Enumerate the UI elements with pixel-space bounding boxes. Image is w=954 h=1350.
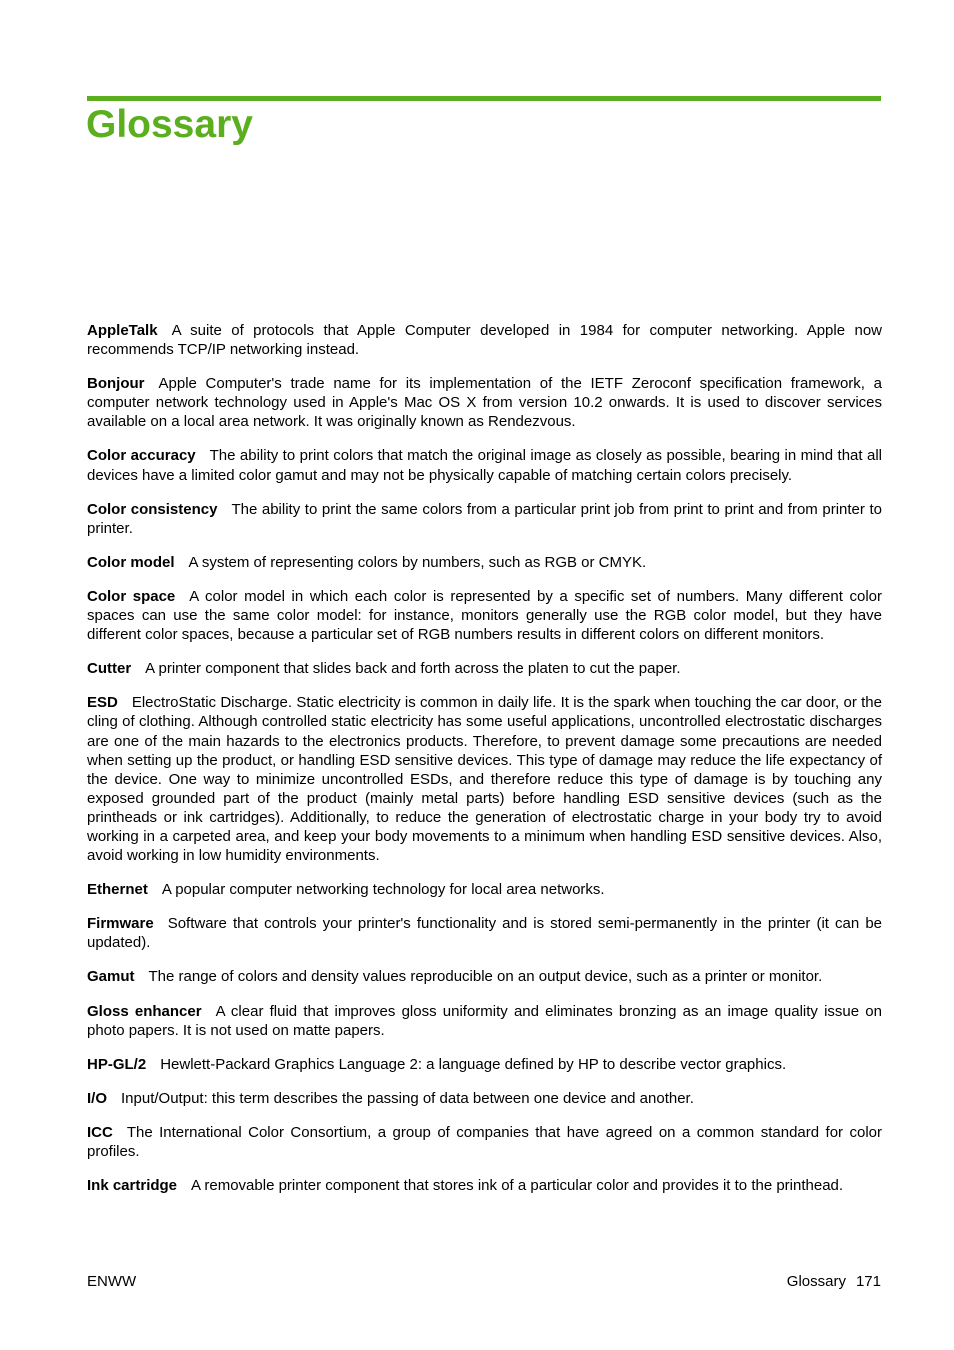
glossary-definition: Hewlett-Packard Graphics Language 2: a language defined by HP to describe vector graphics. bbox=[160, 1055, 787, 1073]
glossary-entry-color-consistency bbox=[87, 500, 882, 538]
page-number: 171 bbox=[855, 1273, 881, 1290]
glossary-term: I/O bbox=[87, 1089, 108, 1107]
glossary-entry-icc bbox=[87, 1123, 882, 1161]
glossary-entry-firmware bbox=[87, 914, 882, 952]
glossary-definition: A popular computer networking technology for local area networks. bbox=[161, 881, 605, 899]
glossary-entry-color-space bbox=[87, 587, 882, 644]
glossary-term: ICC bbox=[87, 1123, 113, 1141]
glossary-term: Gamut bbox=[87, 968, 135, 986]
glossary-term: Color accuracy bbox=[87, 447, 196, 465]
glossary-term: Color model bbox=[87, 553, 175, 571]
glossary-definition: The ability to print the same colors from a particular print job from print to print and from printer to printer. bbox=[87, 500, 882, 537]
glossary-definition: A color model in which each color is represented by a specific set of numbers. Many different color spaces can use the same color model: for instance, monitors generally use the RGB color model, but they have different color spaces, because a particular set of RGB numbers results in different colors on different monitors. bbox=[87, 587, 882, 644]
footer-page-label bbox=[787, 1272, 881, 1291]
glossary-definition: A printer component that slides back and forth across the platen to cut the paper. bbox=[145, 660, 681, 678]
glossary-term: Ethernet bbox=[87, 881, 148, 899]
glossary-term: Firmware bbox=[87, 915, 154, 933]
page-title: Glossary bbox=[86, 103, 253, 146]
glossary-term: Gloss enhancer bbox=[87, 1002, 202, 1020]
glossary-definition: A clear fluid that improves gloss uniformity and eliminates bronzing as an image quality issue on photo papers. It is not used on matte papers. bbox=[87, 1002, 882, 1039]
glossary-term: Color consistency bbox=[87, 500, 218, 518]
glossary-definition: Input/Output: this term describes the passing of data between one device and another. bbox=[121, 1089, 694, 1107]
glossary-definition: Software that controls your printer's functionality and is stored semi-permanently in the printer (it can be updated). bbox=[87, 915, 882, 952]
glossary-entry-color-accuracy bbox=[87, 446, 882, 484]
glossary-entry-gloss-enhancer bbox=[87, 1002, 882, 1040]
glossary-definition: A system of representing colors by numbers, such as RGB or CMYK. bbox=[188, 553, 647, 571]
glossary-entry-color-model bbox=[87, 553, 882, 572]
glossary-definition: ElectroStatic Discharge. Static electricity is common in daily life. It is the spark when touching the car door, or the cling of clothing. Although controlled static electricity has some useful applications, uncontrolled electrostatic discharges are one of the main hazards to the electronics products. Therefore, to prevent damage some precautions are needed when setting up the product, or handling ESD sensitive devices. This type of damage may reduce the life expectancy of the device. One way to minimize uncontrolled ESDs, and therefore reduce this type of damage is by touching any exposed grounded part of the product (mainly metal parts) before handling ESD sensitive devices (such as the printheads or ink cartridges). Additionally, to reduce the generation of electrostatic charge in your body try to avoid working in a carpeted area, and keep your body movements to a minimum when handling ESD sensitive devices. Also, avoid working in low humidity environments. bbox=[87, 694, 882, 865]
glossary-term: HP-GL/2 bbox=[87, 1055, 147, 1073]
glossary-entry-ink-cartridge bbox=[87, 1176, 882, 1195]
footer-publication-code: ENWW bbox=[87, 1273, 137, 1290]
glossary-term: ESD bbox=[87, 694, 118, 712]
glossary-definition: The International Color Consortium, a group of companies that have agreed on a common standard for color profiles. bbox=[87, 1123, 882, 1160]
glossary-entry-bonjour bbox=[87, 374, 882, 431]
glossary-definition: The ability to print colors that match the original image as closely as possible, bearing in mind that all devices have a limited color gamut and may not be physically capable of matching certain colors precisely. bbox=[87, 447, 882, 484]
glossary-term: Ink cartridge bbox=[87, 1177, 178, 1195]
glossary-entry-io bbox=[87, 1089, 882, 1108]
glossary-definition: The range of colors and density values reproducible on an output device, such as a printer or monitor. bbox=[148, 968, 823, 986]
glossary-definition: A suite of protocols that Apple Computer developed in 1984 for computer networking. Apple now recommends TCP/IP networking instead. bbox=[87, 322, 882, 359]
glossary-term: Cutter bbox=[87, 660, 132, 678]
footer-section-name: Glossary bbox=[786, 1273, 846, 1290]
glossary-list bbox=[87, 321, 882, 1210]
glossary-term: AppleTalk bbox=[87, 322, 158, 339]
glossary-entry-hp-gl2 bbox=[87, 1055, 882, 1074]
glossary-definition: Apple Computer's trade name for its implementation of the IETF Zeroconf specification framework, a computer network technology used in Apple's Mac OS X from version 10.2 onwards. It is used to discover services available on a local area network. It was originally known as Rendezvous. bbox=[87, 375, 882, 431]
glossary-term: Bonjour bbox=[87, 375, 145, 393]
glossary-entry-appletalk bbox=[87, 321, 882, 359]
glossary-entry-esd bbox=[87, 693, 882, 865]
glossary-entry-cutter bbox=[87, 659, 882, 678]
glossary-entry-gamut bbox=[87, 967, 882, 986]
glossary-entry-ethernet bbox=[87, 880, 882, 899]
glossary-term: Color space bbox=[87, 587, 176, 605]
glossary-definition: A removable printer component that stores ink of a particular color and provides it to the printhead. bbox=[191, 1177, 844, 1195]
